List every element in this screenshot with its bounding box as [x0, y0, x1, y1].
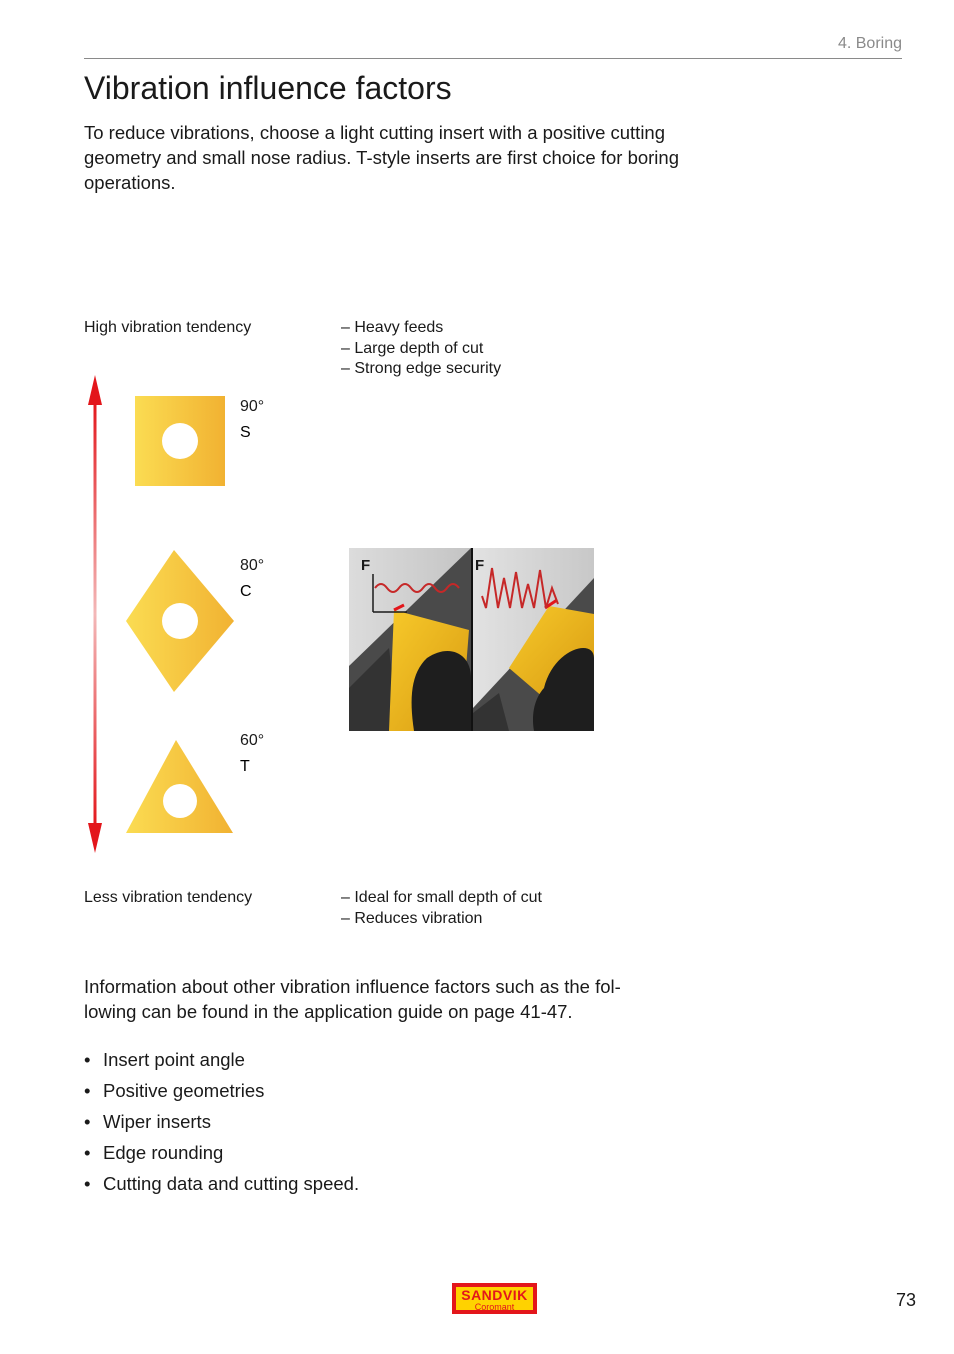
insert-shapes	[120, 390, 240, 840]
arrow-up-head-icon	[88, 375, 102, 405]
high-note: – Large depth of cut	[341, 339, 484, 357]
insert-code-c: C	[240, 583, 252, 600]
vibration-scale-arrow	[80, 372, 110, 856]
page-title: Vibration influence factors	[84, 70, 452, 106]
high-vibration-label: High vibration tendency	[84, 319, 252, 336]
list-item: • Cutting data and cutting speed.	[84, 1171, 359, 1202]
sandvik-coromant-logo	[452, 1283, 537, 1314]
vibrating-cut-panel	[473, 548, 594, 731]
info-line: lowing can be found in the application guide on page 41-47.	[84, 1001, 573, 1022]
arrow-down-head-icon	[88, 823, 102, 853]
list-item: • Edge rounding	[84, 1140, 359, 1171]
page-number: 73	[895, 1290, 916, 1310]
logo-text-top: SANDVIK	[461, 1287, 528, 1303]
force-label-left: F	[361, 557, 371, 574]
insert-square-s	[135, 396, 225, 486]
list-item: • Insert point angle	[84, 1047, 359, 1078]
insert-angle-s: 90°	[240, 398, 265, 415]
arrow-shaft	[94, 400, 97, 828]
high-note: – Strong edge security	[341, 360, 502, 377]
high-note: – Heavy feeds	[341, 319, 444, 336]
bullet-icon: •	[84, 1111, 91, 1132]
high-vibration-notes	[341, 318, 501, 380]
force-label-right: F	[475, 557, 485, 574]
insert-triangle-t	[126, 740, 233, 833]
stable-cut-panel	[349, 548, 471, 731]
insert-code-t: T	[240, 758, 250, 775]
bullet-icon: •	[84, 1049, 91, 1070]
insert-angle-c: 80°	[240, 557, 265, 574]
bullet-icon: •	[84, 1142, 91, 1163]
bullet-icon: •	[84, 1080, 91, 1101]
insert-rhombic-c	[126, 550, 234, 692]
low-note: – Ideal for small depth of cut	[341, 889, 542, 906]
intro-paragraph: To reduce vibrations, choose a light cutting insert with a positive cutting geometry and small nose radius. T-style inserts are first choice for boring operations.	[84, 122, 679, 193]
cutting-force-illustration	[349, 548, 594, 731]
low-note: – Reduces vibration	[341, 909, 483, 927]
less-vibration-label: Less vibration tendency	[84, 889, 253, 906]
info-line: Information about other vibration influence factors such as the fol-	[84, 976, 621, 997]
bullet-icon: •	[84, 1173, 91, 1194]
less-vibration-notes	[341, 888, 542, 929]
info-paragraph	[84, 974, 694, 1024]
section-label: 4. Boring	[837, 35, 902, 52]
list-item: • Wiper inserts	[84, 1109, 359, 1140]
insert-code-s: S	[240, 424, 251, 441]
logo-text-bottom: Coromant	[474, 1302, 515, 1312]
factor-list	[84, 1047, 359, 1202]
list-item: • Positive geometries	[84, 1078, 359, 1109]
header-rule	[84, 58, 902, 59]
insert-angle-t: 60°	[240, 732, 265, 749]
